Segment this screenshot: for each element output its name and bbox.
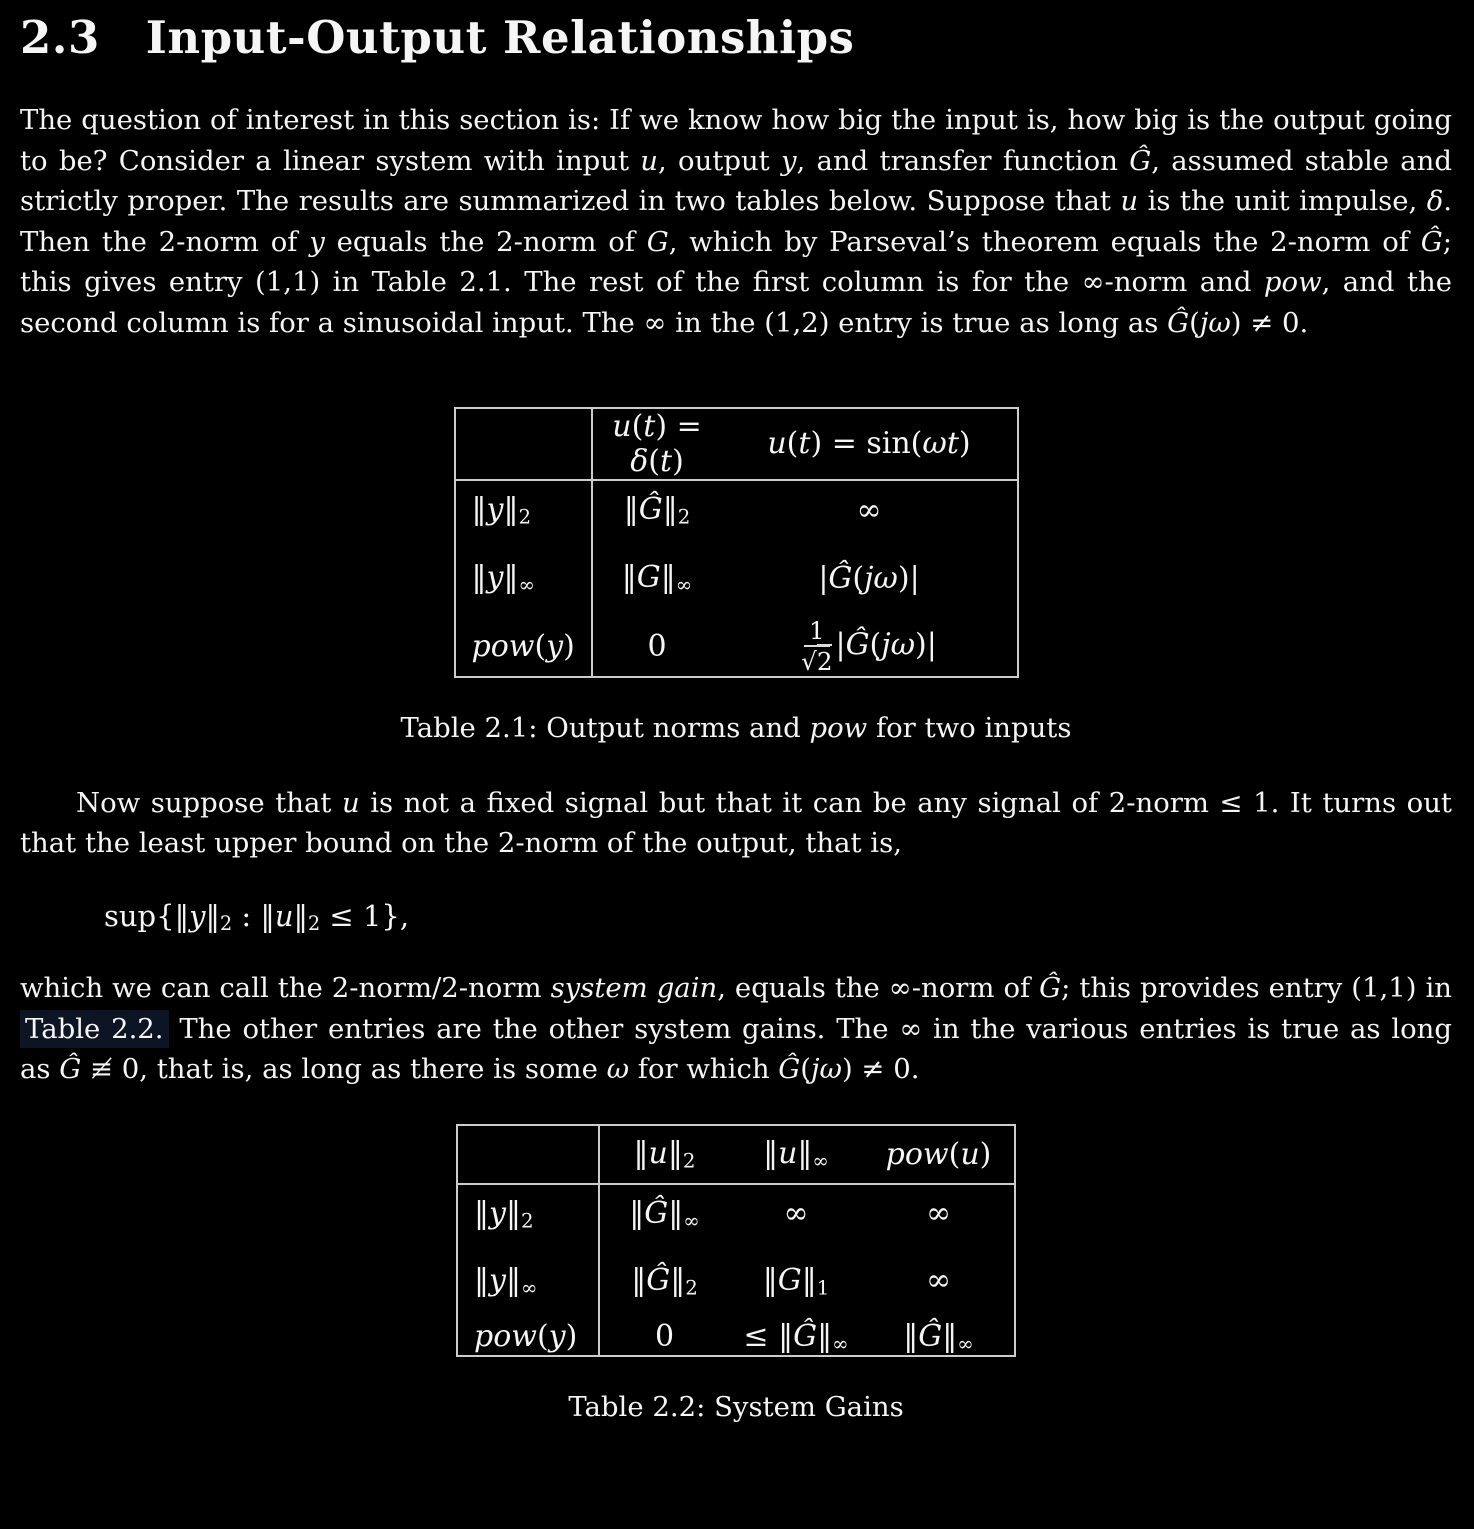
text-run: , output [658,144,781,177]
text-run: ‖ [797,1136,813,1172]
text-run: ( [852,560,865,596]
math-italic-run: pow [885,1136,949,1172]
text-run: ‖ [631,1262,647,1298]
text-run: ‖ [762,1262,778,1298]
math-italic-run: u [612,408,632,444]
math-italic-run: jω [811,1053,842,1086]
text-run: 2 [219,912,233,936]
text-run: ) [565,1319,578,1355]
text-run: ∞ [518,573,535,597]
value-cell [592,480,722,540]
value-cell [599,1319,729,1356]
fraction [801,617,832,676]
text-run: ( [631,408,644,444]
value-cell [722,617,1018,677]
text-run: is the unit impulse, [1138,185,1427,218]
math-italic-run: y [486,491,504,527]
text-run: ‖ [293,898,309,933]
corner-cell [455,408,592,480]
math-italic-run: pow [471,628,535,664]
math-italic-run: Ĝ [1039,972,1062,1005]
math-italic-run: Ĝ [918,1318,943,1354]
text-run: ( [869,627,882,663]
column-header-cell [722,408,1018,480]
math-italic-run: Ĝ [646,1262,671,1298]
text-run: ; this provides entry (1,1) in [1061,972,1452,1005]
document-page [0,10,1474,1529]
value-cell [722,480,1018,540]
text-run: ‖ [471,559,487,595]
table-row [455,480,1018,540]
text-run: The other entries are the other system gains. The ∞ in the various entries is true as long as [20,1012,1452,1086]
text-run: ‖ [205,898,220,933]
text-run: ‖ [763,1136,779,1172]
math-italic-run: u [767,426,787,462]
math-italic-run: δ [630,443,649,479]
text-run: ∞ [783,1196,809,1232]
math-italic-run: jω [881,627,916,663]
math-italic-run: y [486,559,504,595]
text-run: , equals the ∞-norm of [717,972,1040,1005]
text-run: ‖ [260,898,275,933]
table-output-norms [454,407,1019,678]
math-italic-run: u [640,144,659,177]
corner-cell [457,1125,599,1184]
text-run: ‖ [778,1318,794,1354]
text-run: ( [534,628,547,664]
column-header-cell [592,408,722,480]
text-run: 2 [308,912,321,936]
math-italic-run: Ĝ [59,1053,82,1086]
value-cell [863,1319,1015,1356]
text-run: | [835,627,846,663]
text-run: ‖ [621,559,637,595]
text-run: ( [1189,306,1200,339]
table-row [457,1243,1015,1319]
text-run: 2 [518,505,532,529]
text-run: ‖ [623,491,639,527]
text-run: equals the 2-norm of [324,225,647,258]
table-row [455,540,1018,617]
math-italic-run: Ĝ [778,1053,801,1086]
text-run: ‖ [903,1318,919,1354]
text-run: ∞ [856,492,882,528]
math-italic-run: t [798,426,811,462]
text-run: ‖ [505,1195,521,1231]
text-run: ≢ 0, that is, as long as there is some [81,1053,607,1086]
math-italic-run: Ĝ [845,627,870,663]
text-run: | [818,560,829,596]
text-run: ‖ [801,1262,817,1298]
text-run: 2 [816,647,833,677]
column-header-cell [729,1125,863,1184]
text-run: , and the second column is for a sinusoidal input. The ∞ in the (1,2) entry is true as long as [20,266,1452,339]
math-italic-run: G [636,559,661,595]
text-run: , assumed stable and strictly proper. The results are summarized in two tables below. Suppose that [20,144,1452,218]
math-italic-run: ω [606,1053,630,1086]
math-italic-run: jω [864,560,898,596]
row-label-cell [455,480,592,540]
text-run: ∞ [812,1149,829,1173]
text-run: ‖ [505,1262,521,1298]
math-italic-run: u [960,1136,980,1172]
text-run: 2 [677,505,691,529]
text-run: ∞ [683,1208,700,1232]
value-cell [599,1243,729,1319]
text-run: ( [648,443,660,479]
text-run: sup{ [104,898,175,933]
text-run: ‖ [667,1136,683,1172]
square-root: √2 [801,644,832,676]
text-run: ‖ [471,491,487,527]
math-italic-run: y [189,898,206,933]
table-2-2-caption [20,1387,1452,1427]
text-run: : [232,898,261,933]
table-row [457,1184,1015,1243]
text-run: ( [800,1053,811,1086]
row-label-cell [455,540,592,617]
text-run: ) ≠ 0. [1230,306,1309,339]
text-run: ≤ 1}, [320,898,410,933]
math-italic-run: u [778,1136,798,1172]
text-run: . Then the 2-norm of [20,185,1453,258]
math-italic-run: pow [809,711,868,744]
math-italic-run: t [660,443,673,479]
text-run: ) [958,426,971,462]
text-run: ∞ [675,573,693,597]
text-run: ‖ [662,491,678,527]
text-run: 2 [520,1208,534,1232]
paragraph-system-gain [20,968,1452,1090]
math-italic-run: system gain [550,972,718,1005]
math-italic-run: pow [474,1319,537,1355]
math-italic-run: jω [1199,306,1231,339]
text-run: ) = [655,408,702,444]
text-run: for which [629,1053,779,1086]
text-run: ; this gives entry (1,1) in Table 2.1. The rest of the first column is for the ∞-norm and [20,225,1452,299]
text-run: ∞ [832,1332,849,1356]
text-run: ∞ [926,1263,951,1299]
math-italic-run: Ĝ [1167,306,1190,339]
table-system-gains [456,1124,1016,1357]
text-run: ) [563,628,575,664]
math-italic-run: u [274,898,294,933]
math-italic-run: pow [1263,266,1322,299]
text-run: Now suppose that [76,786,342,819]
value-cell [729,1319,863,1356]
paragraph-suppose [20,783,1452,864]
table-row [455,617,1018,677]
section-title: Input-Output Relationships [145,11,855,64]
text-run: which we can call the 2-norm/2-norm [20,972,551,1005]
math-italic-run: ωt [922,426,959,462]
math-italic-run: Ĝ [828,560,853,596]
text-run: , which by Parseval’s theorem equals the 2-norm of [668,225,1421,258]
math-italic-run: Ĝ [1129,144,1152,177]
table-header-row [457,1125,1015,1184]
text-run: , and transfer function [796,144,1130,177]
text-run: ( [536,1319,549,1355]
text-run: ‖ [660,559,676,595]
text-run: ‖ [942,1318,958,1354]
text-run: 2 [682,1149,696,1173]
text-run: Table 2.2: System Gains [568,1391,904,1424]
value-cell [729,1243,863,1319]
math-italic-run: y [546,628,564,664]
math-italic-run: u [648,1136,668,1172]
text-run: ‖ [474,1262,489,1298]
row-label-cell [457,1319,599,1356]
text-run: 0 [647,628,667,664]
text-run: ) = sin( [810,426,923,462]
table-2-2-link[interactable]: Table 2.2. [20,1010,169,1048]
value-cell [722,540,1018,617]
math-italic-run: y [781,144,797,177]
text-run: ( [786,426,799,462]
text-run: ‖ [629,1195,645,1231]
text-run: ∞ [957,1332,974,1356]
text-run: ∞ [926,1196,951,1232]
page-content [0,10,1474,1427]
table-row [457,1319,1015,1356]
text-run: ) [672,443,684,479]
text-run: is not a fixed signal but that it can be any signal of 2-norm ≤ 1. It turns out that the least upper bound on the 2-norm of the output, that is, [20,786,1452,860]
text-run: ) [979,1136,992,1172]
text-run: ‖ [817,1318,833,1354]
text-run: ‖ [503,559,519,595]
table-header-row [455,408,1018,480]
row-label-cell [457,1243,599,1319]
text-run: The question of interest in this section is: If we know how big the input is, how big is the output going to be? Consider a linear system with input [20,104,1452,177]
text-run: )| [897,560,920,596]
math-italic-run: y [548,1319,566,1355]
table-2-1-caption [20,708,1452,748]
math-italic-run: G [646,225,669,258]
text-run: ) ≠ 0. [841,1053,920,1086]
math-italic-run: G [777,1262,802,1298]
paragraph-intro [20,100,1452,344]
math-italic-run: y [489,1262,506,1298]
text-run: for two inputs [867,711,1072,744]
section-number: 2.3 [20,11,100,64]
text-run: 2 [685,1275,698,1299]
math-italic-run: u [341,786,360,819]
text-run: ∞ [520,1275,538,1299]
math-italic-run: u [1120,185,1139,218]
value-cell [863,1184,1015,1243]
text-run: ‖ [633,1136,649,1172]
text-run: ‖ [668,1195,684,1231]
row-label-cell [455,617,592,677]
value-cell [729,1184,863,1243]
text-run: 1 [816,1275,830,1299]
value-cell [599,1184,729,1243]
math-italic-run: Ĝ [644,1195,669,1231]
math-italic-run: Ĝ [793,1318,818,1354]
math-italic-run: Ĝ [1420,225,1443,258]
column-header-cell [863,1125,1015,1184]
math-italic-run: t [643,408,656,444]
math-italic-run: Ĝ [638,491,663,527]
text-run: ≤ [743,1318,779,1354]
value-cell [592,617,722,677]
math-italic-run: y [309,225,325,258]
text-run: ‖ [474,1195,489,1231]
sup-norm-equation [20,894,1452,946]
text-run: 0 [654,1319,675,1355]
value-cell [592,540,722,617]
text-run: 1 [808,615,825,645]
text-run: ( [948,1136,961,1172]
row-label-cell [457,1184,599,1243]
math-italic-run: y [489,1195,506,1231]
text-run: ‖ [670,1262,686,1298]
text-run: ‖ [174,898,190,933]
text-run: ‖ [503,491,519,527]
section-heading [20,10,1452,66]
text-run: Table 2.1: Output norms and [400,711,810,744]
math-italic-run: δ [1426,185,1444,218]
column-header-cell [599,1125,729,1184]
value-cell [863,1243,1015,1319]
text-run: )| [915,627,937,663]
